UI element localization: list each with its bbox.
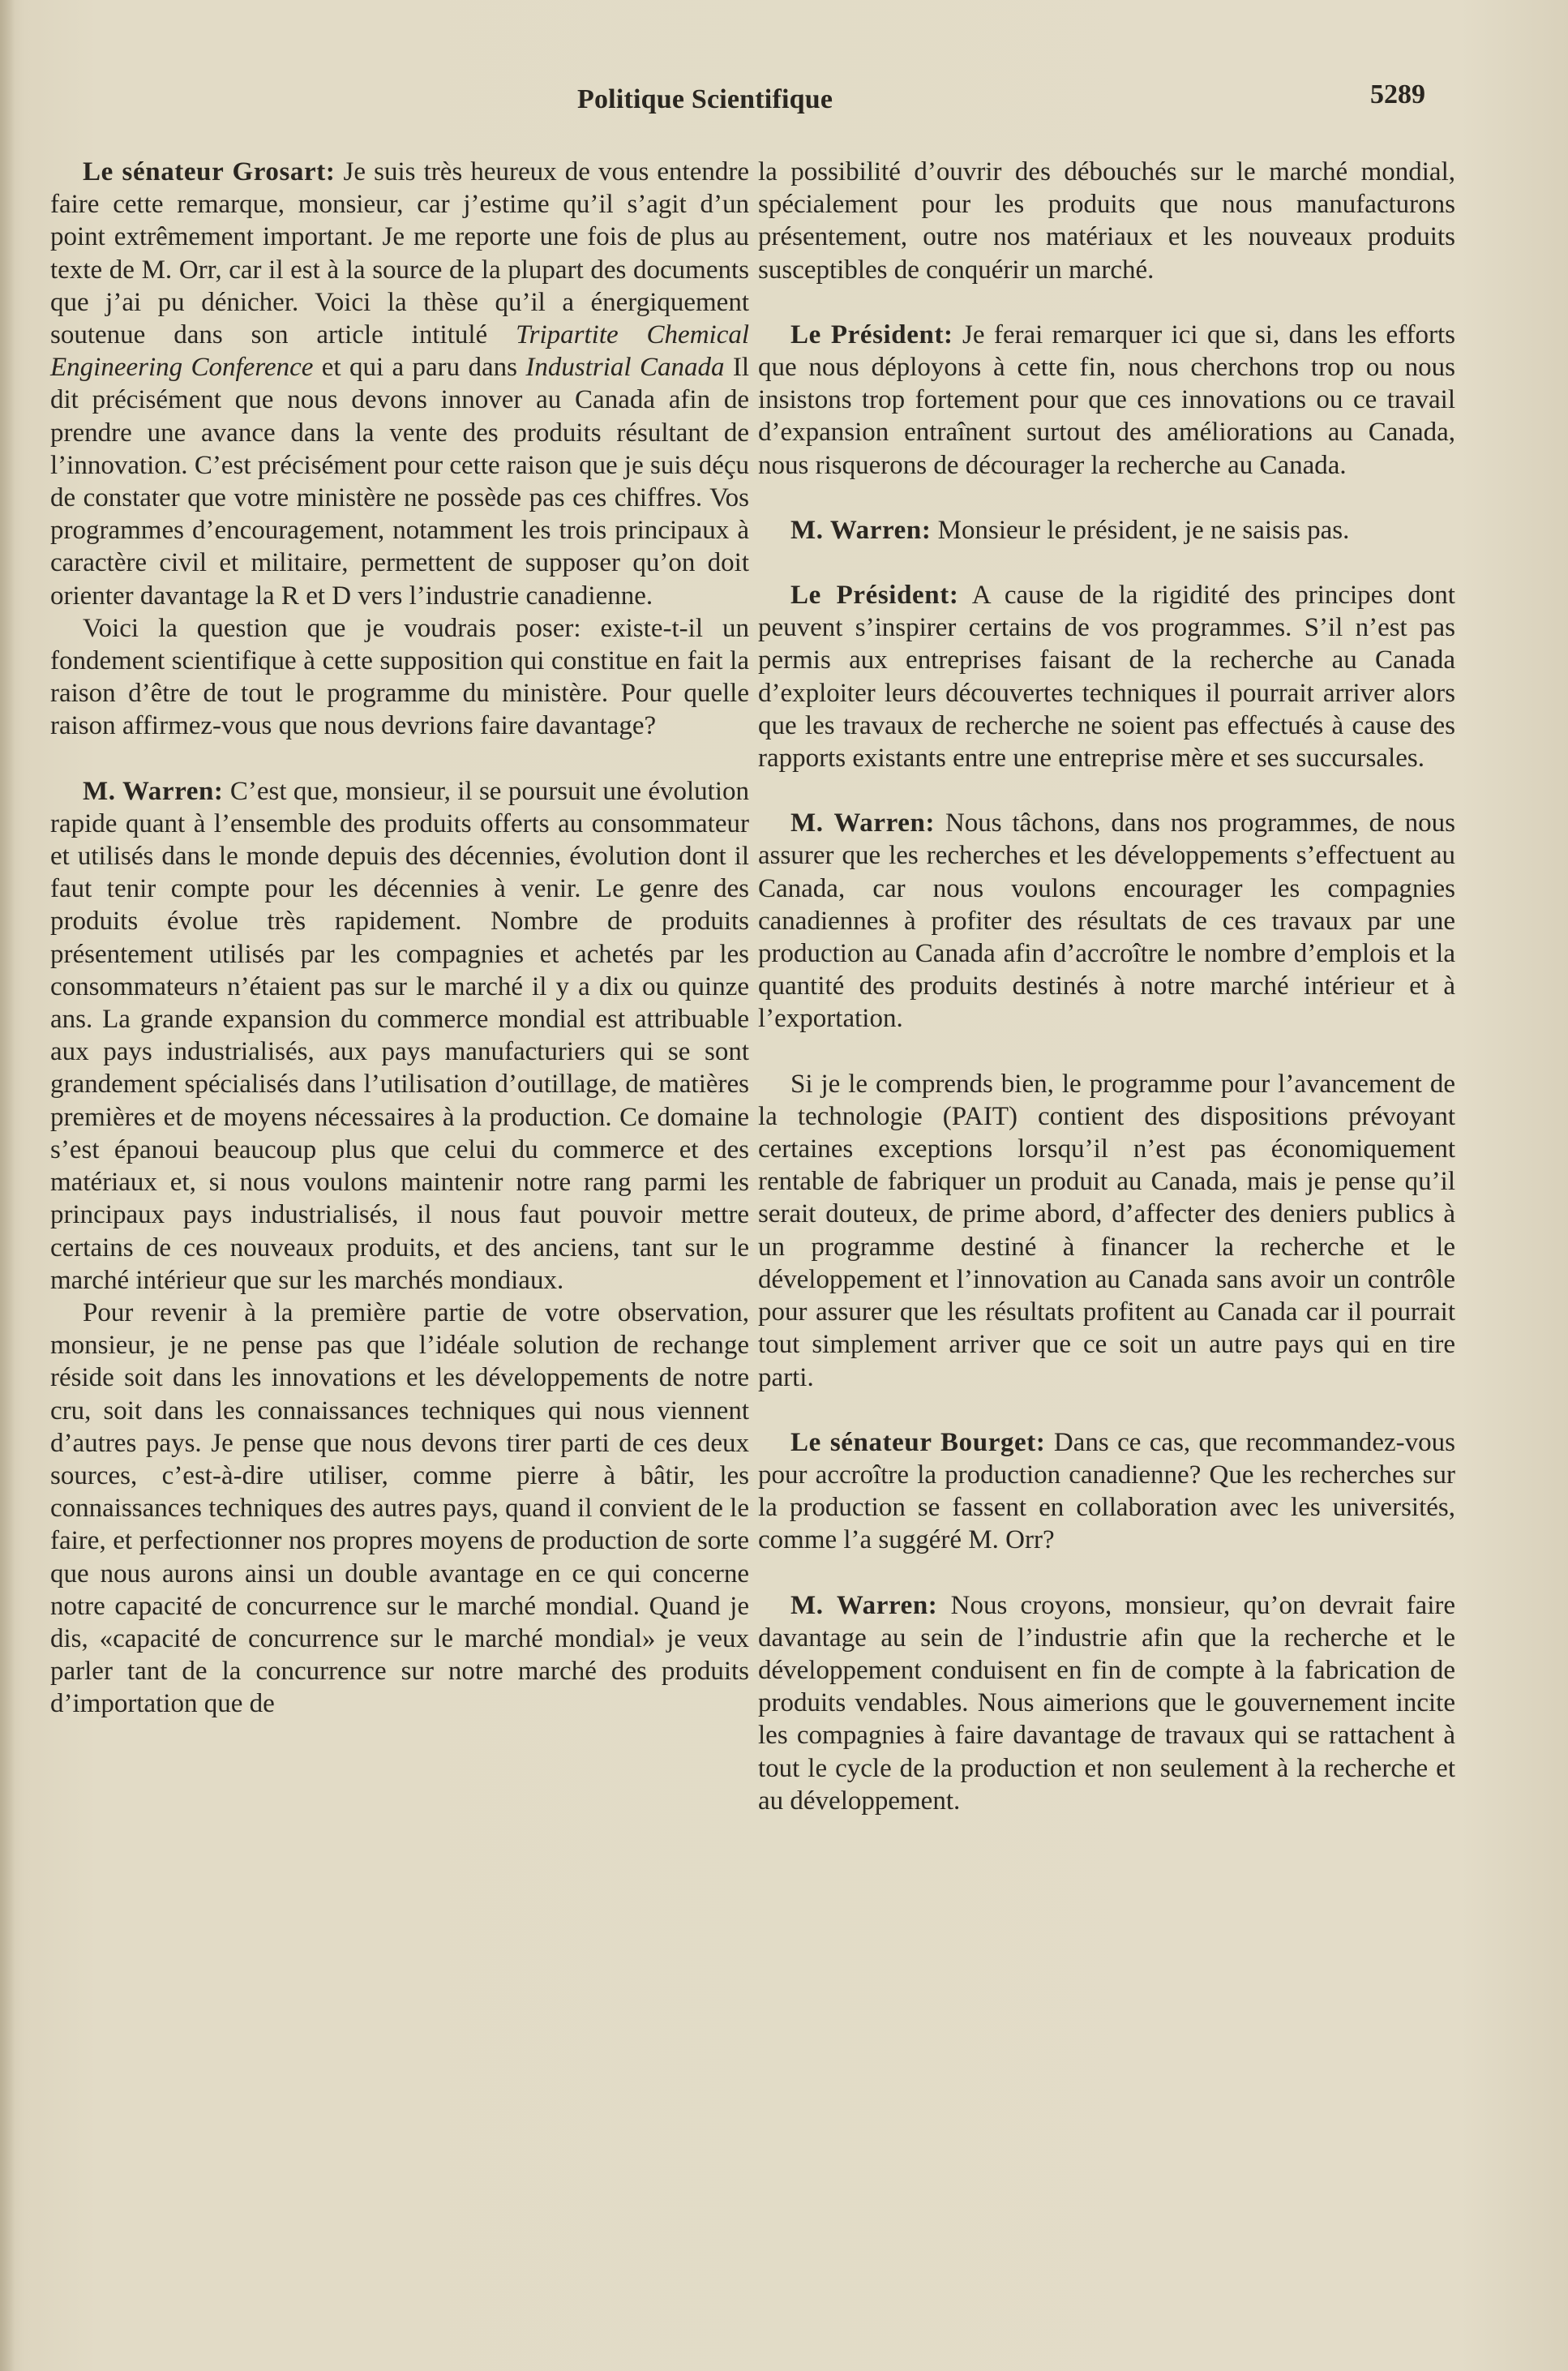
paragraph-question: Voici la question que je voudrais poser: existe-t-il un fondement scientifique à cette supposition qui constitue en fait la raison d’être de tout le programme du ministère. Pour quelle raison affirmez-vous que nous devrions faire davantage? (50, 613, 749, 741)
right-column (758, 156, 1455, 1817)
paragraph-warren-6 (758, 1589, 1455, 1817)
speaker-label: M. Warren: (790, 808, 936, 838)
speaker-label: M. Warren: (790, 1590, 938, 1620)
paragraph-text: C’est que, monsieur, il se poursuit une évolution rapide quant à l’ensemble des produits offerts au consommateur et utilisés dans le monde depuis des décennies, évolution dont il faut tenir compte pour les décennies à venir. Le genre des produits évolue très rapidement. Nombre de produits présentement utilisés par les compagnies et achetés par les consommateurs n’étaient pas sur le marché il y a dix ou quinze ans. La grande expansion du commerce mondial est attribuable aux pays industrialisés, aux pays manufacturiers qui se sont grandement spécialisés dans l’utilisation d’outillage, de matières premières et de moyens nécessaires à la production. Ce domaine s’est épanoui beaucoup plus que celui du commerce et des matériaux et, si nous voulons maintenir notre rang parmi les principaux pays industrialisés, il nous faut pouvoir mettre certains de ces nouveaux produits, et des anciens, tant sur le marché intérieur que sur les marchés mondiaux. (50, 776, 749, 1295)
publication-title: Industrial Canada (525, 353, 725, 383)
paragraph-text: Je suis très heureux de vous entendre faire cette remarque, monsieur, car j’estime qu’il s’agit d’un point extrêmement important. Je me reporte une fois de plus au texte de M. Orr, car il est à la source de la plupart des documents que j’ai pu dénicher. Voici la thèse qu’il a énergiquement soutenue dans son article intitulé (50, 157, 749, 350)
paragraph-warren-2: Pour revenir à la première partie de votre observation, monsieur, je ne pense pas que l’idéale solution de rechange réside soit dans les innovations et les développements de notre cru, soit dans les connaissances techniques qui nous viennent d’autres pays. Je pense que nous devons tirer parti de ces deux sources, c’est-à-dire utiliser, comme pierre à bâtir, les connaissances techniques des autres pays, quand il convient de le faire, et perfectionner nos propres moyens de production de sorte que nous aurons ainsi un double avantage en ce qui concerne notre capacité de concurrence sur le marché mondial. Quand je dis, «capacité de concurrence sur le marché mondial» je veux parler tant de la concurrence sur notre marché des produits d’importation que de (50, 1297, 749, 1719)
paragraph-text: Nous croyons, monsieur, qu’on devrait faire davantage au sein de l’industrie afin que la recherche et le développement conduisent en fin de compte à la fabrication de produits vendables. Nous aimerions que le gouvernement incite les compagnies à faire davantage de travaux qui se rattachent à tout le cycle de la production et non seulement à la recherche et au développement. (758, 1590, 1455, 1816)
page-number: 5289 (1370, 79, 1425, 109)
speaker-label: M. Warren: (790, 515, 932, 545)
speaker-label: Le sénateur Bourget: (790, 1427, 1046, 1457)
paragraph-text: Nous tâchons, dans nos programmes, de nous assurer que les recherches et les développements s’effectuent au Canada, car nous voulons encourager les compagnies canadiennes à profiter des résultats de ces travaux par une production au Canada afin d’accroître le nombre d’emplois et la quantité des produits destinés à notre marché intérieur et à l’exportation. (758, 808, 1455, 1034)
running-title: Politique Scientifique (577, 84, 833, 114)
binding-shadow (0, 0, 15, 2371)
speaker-label: Le Président: (790, 319, 953, 349)
paragraph-warren-1 (50, 775, 749, 1297)
speaker-label: M. Warren: (83, 776, 224, 806)
paragraph-warren-3 (758, 514, 1455, 547)
paragraph-text: et qui a paru dans (313, 353, 526, 383)
paragraph-warren-5: Si je le comprends bien, le programme pour l’avancement de la technologie (PAIT) contient des dispositions prévoyant certaines exceptions lorsqu’il n’est pas économiquement rentable de fabriquer un produit au Canada, mais je pense qu’il serait douteux, de prime abord, d’affecter des deniers publics à un programme destiné à financer la recherche et le développement et l’innovation au Canada sans avoir un contrôle pour assurer que les résultats profitent au Canada car il pourrait tout simplement arriver que ce soit un autre pays qui en tire parti. (758, 1069, 1455, 1392)
paragraph-president-1 (758, 319, 1455, 482)
running-header (0, 79, 1568, 125)
paragraph-president-2 (758, 579, 1455, 774)
paragraph-text: Il dit précisément que nous devons innover au Canada afin de prendre une avance dans la vente des produits résultant de l’innovation. C’est précisément pour cette raison que je suis déçu de constater que votre ministère ne possède pas ces chiffres. Vos programmes d’encouragement, notamment les trois principaux à caractère civil et militaire, permettent de supposer qu’on doit orienter davantage la R et D vers l’industrie canadienne. (50, 353, 749, 611)
paragraph-text: Je ferai remarquer ici que si, dans les efforts que nous déployons à cette fin, nous cherchons trop ou nous insistons trop fortement pour que ces innovations ou ce travail d’expansion entraînent surtout des améliorations au Canada, nous risquerons de décourager la recherche au Canada. (758, 319, 1455, 480)
paragraph-continuation: la possibilité d’ouvrir des débouchés sur le marché mondial, spécialement pour les produits que nous manufacturons présentement, outre nos matériaux et les nouveaux produits susceptibles de conquérir un marché. (758, 157, 1455, 285)
paragraph-text: Dans ce cas, que recommandez-vous pour accroître la production canadienne? Que les recherches sur la production se fassent en collaboration avec les universités, comme l’a suggéré M. Orr? (758, 1427, 1455, 1555)
speaker-label: Le Président: (790, 581, 959, 611)
paragraph-bourget (758, 1426, 1455, 1557)
article-title: Tripartite Chemical Engineering Conference (50, 320, 750, 383)
paragraph-text: Monsieur le président, je ne saisis pas. (931, 515, 1350, 545)
paragraph-warren-4 (758, 807, 1455, 1035)
paragraph-grosart (50, 156, 749, 612)
left-column (50, 156, 749, 1721)
speaker-label: Le sénateur Grosart: (83, 157, 336, 187)
paragraph-text: A cause de la rigidité des principes dont peuvent s’inspirer certains de vos programmes. S’il n’est pas permis aux entreprises faisant de la recherche au Canada d’exploiter leurs découvertes techniques il pourrait arriver alors que les travaux de recherche ne soient pas effectués à cause des rapports existants entre une entreprise mère et ses succursales. (758, 581, 1455, 774)
